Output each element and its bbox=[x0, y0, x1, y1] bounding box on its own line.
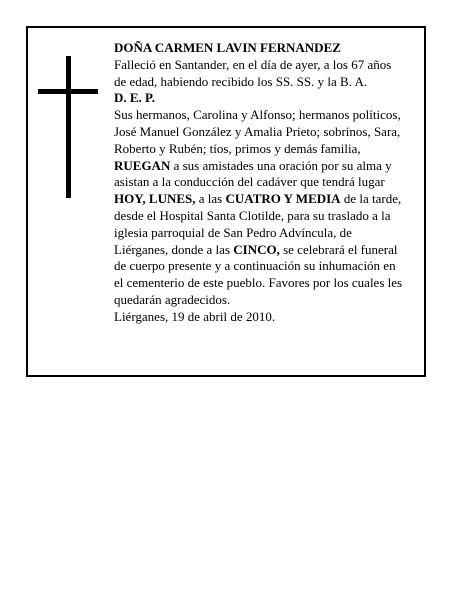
request-line bbox=[114, 158, 422, 175]
deceased-name: DOÑA CARMEN LAVIN FERNANDEZ bbox=[114, 40, 341, 55]
notice-body bbox=[114, 40, 422, 326]
intro-line-1: Falleció en Santander, en el día de ayer, a los 67 años bbox=[114, 56, 392, 72]
route-line-1: desde el Hospital Santa Clotilde, para su traslado a la bbox=[114, 207, 391, 223]
closing-line-2: el cementerio de este pueblo. Favores por los cuales les bbox=[114, 275, 403, 291]
schedule-rest: de la tarde, bbox=[340, 191, 402, 207]
route-line-2: iglesia parroquial de San Pedro Advíncula, de bbox=[114, 224, 352, 240]
request-text: a sus amistades una oración por su alma y bbox=[170, 157, 392, 173]
family-line-3: Roberto y Rubén; tíos, primos y demás familia, bbox=[114, 140, 361, 156]
request-verb: RUEGAN bbox=[114, 157, 171, 173]
time-text: CUATRO Y MEDIA bbox=[225, 191, 341, 207]
funeral-line bbox=[114, 242, 422, 259]
day-text: HOY, LUNES, bbox=[114, 191, 196, 207]
funeral-place: Liérganes, donde a las bbox=[114, 241, 234, 257]
cross-vertical-bar bbox=[66, 56, 71, 198]
cross-icon bbox=[38, 56, 98, 200]
obituary-notice bbox=[26, 26, 426, 377]
family-line-2: José Manuel González y Amalia Prieto; sobrinos, Sara, bbox=[114, 123, 401, 139]
schedule-connector: a las bbox=[195, 191, 226, 207]
conduction-line: asistan a la conducción del cadáver que tendrá lugar bbox=[114, 174, 385, 190]
schedule-line bbox=[114, 191, 422, 208]
funeral-text: se celebrará el funeral bbox=[279, 241, 398, 257]
dep-line: D. E. P. bbox=[114, 90, 156, 106]
funeral-time: CINCO, bbox=[233, 241, 280, 257]
place-date: Liérganes, 19 de abril de 2010. bbox=[114, 308, 276, 324]
closing-line-3: quedarán agradecidos. bbox=[114, 291, 231, 307]
family-line-1: Sus hermanos, Carolina y Alfonso; hermanos políticos, bbox=[114, 107, 401, 123]
intro-line-2: de edad, habiendo recibido los SS. SS. y la B. A. bbox=[114, 73, 368, 89]
closing-line-1: de cuerpo presente y a continuación su inhumación en bbox=[114, 258, 396, 274]
cross-horizontal-bar bbox=[38, 89, 98, 94]
